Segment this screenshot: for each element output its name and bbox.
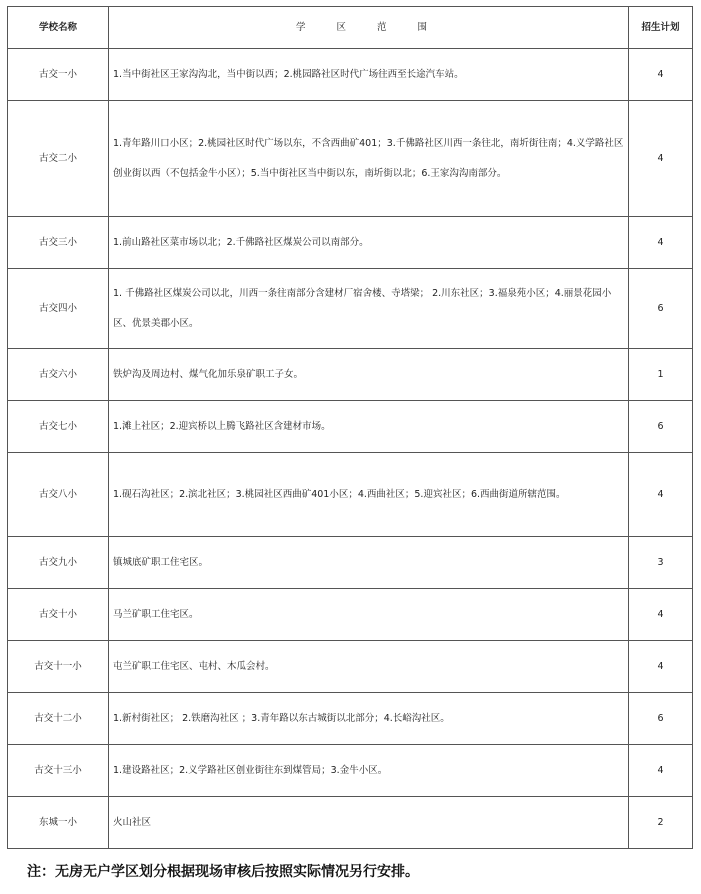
school-name-cell: 古交八小	[8, 453, 109, 537]
enrollment-plan-cell: 3	[629, 537, 693, 589]
enrollment-plan-cell: 4	[629, 745, 693, 797]
school-name-cell: 古交十三小	[8, 745, 109, 797]
district-range-cell: 1.前山路社区菜市场以北；2.千佛路社区煤炭公司以南部分。	[109, 217, 629, 269]
table-row	[8, 269, 693, 349]
school-name-cell: 古交一小	[8, 49, 109, 101]
school-name-cell: 古交三小	[8, 217, 109, 269]
table-row	[8, 537, 693, 589]
enrollment-plan-cell: 4	[629, 641, 693, 693]
table-row	[8, 349, 693, 401]
footnote: 注：无房无户学区划分根据现场审核后按照实际情况另行安排。	[27, 864, 419, 880]
district-range-cell: 镇城底矿职工住宅区。	[109, 537, 629, 589]
enrollment-plan-cell: 6	[629, 693, 693, 745]
table-row	[8, 401, 693, 453]
district-range-cell: 1. 千佛路社区煤炭公司以北，川西一条往南部分含建材厂宿舍楼、寺塔梁； 2.川东社区；3.福泉苑小区；4.丽景花园小区、优景美郡小区。	[109, 269, 629, 349]
enrollment-plan-cell: 4	[629, 589, 693, 641]
enrollment-plan-cell: 6	[629, 401, 693, 453]
table-row	[8, 745, 693, 797]
table-header-row	[8, 7, 693, 49]
district-range-cell: 1.滩上社区；2.迎宾桥以上腾飞路社区含建材市场。	[109, 401, 629, 453]
school-name-cell: 古交六小	[8, 349, 109, 401]
header-district-range: 学 区 范 围	[109, 7, 629, 49]
district-range-cell: 1.建设路社区；2.义学路社区创业街往东到煤管局；3.金牛小区。	[109, 745, 629, 797]
enrollment-plan-cell: 4	[629, 49, 693, 101]
district-range-cell: 铁炉沟及周边村、煤气化加乐泉矿职工子女。	[109, 349, 629, 401]
table-body	[8, 49, 693, 849]
table-row	[8, 101, 693, 217]
district-range-cell: 1.青年路川口小区；2.桃园社区时代广场以东，不含西曲矿401；3.千佛路社区川西一条往北，南圻街往南；4.义学路社区创业街以西（不包括金牛小区）；5.当中街社区当中街以东，南圻街以北；6.王家沟沟南部分。	[109, 101, 629, 217]
header-enrollment-plan: 招生计划	[629, 7, 693, 49]
table-row	[8, 641, 693, 693]
school-name-cell: 古交十小	[8, 589, 109, 641]
enrollment-plan-cell: 4	[629, 453, 693, 537]
district-range-cell: 马兰矿职工住宅区。	[109, 589, 629, 641]
table-row	[8, 217, 693, 269]
table-row	[8, 589, 693, 641]
district-range-cell: 1.当中街社区王家沟沟北，当中街以西；2.桃园路社区时代广场往西至长途汽车站。	[109, 49, 629, 101]
table-row	[8, 693, 693, 745]
enrollment-plan-cell: 2	[629, 797, 693, 849]
district-range-cell: 1.砚石沟社区；2.滨北社区；3.桃园社区西曲矿401小区；4.西曲社区；5.迎宾社区；6.西曲街道所辖范围。	[109, 453, 629, 537]
school-name-cell: 古交十二小	[8, 693, 109, 745]
table-row	[8, 797, 693, 849]
school-name-cell: 古交二小	[8, 101, 109, 217]
enrollment-plan-cell: 4	[629, 217, 693, 269]
school-name-cell: 古交七小	[8, 401, 109, 453]
district-range-cell: 火山社区	[109, 797, 629, 849]
district-range-cell: 屯兰矿职工住宅区、屯村、木瓜会村。	[109, 641, 629, 693]
enrollment-plan-cell: 4	[629, 101, 693, 217]
school-name-cell: 古交九小	[8, 537, 109, 589]
table-row	[8, 453, 693, 537]
school-name-cell: 古交十一小	[8, 641, 109, 693]
enrollment-plan-cell: 1	[629, 349, 693, 401]
school-name-cell: 古交四小	[8, 269, 109, 349]
table-row	[8, 49, 693, 101]
header-school-name: 学校名称	[8, 7, 109, 49]
enrollment-plan-cell: 6	[629, 269, 693, 349]
school-name-cell: 东城一小	[8, 797, 109, 849]
district-range-cell: 1.新村街社区； 2.铁磨沟社区 ；3.青年路以东古城街以北部分；4.长峪沟社区。	[109, 693, 629, 745]
school-district-table	[7, 6, 693, 849]
